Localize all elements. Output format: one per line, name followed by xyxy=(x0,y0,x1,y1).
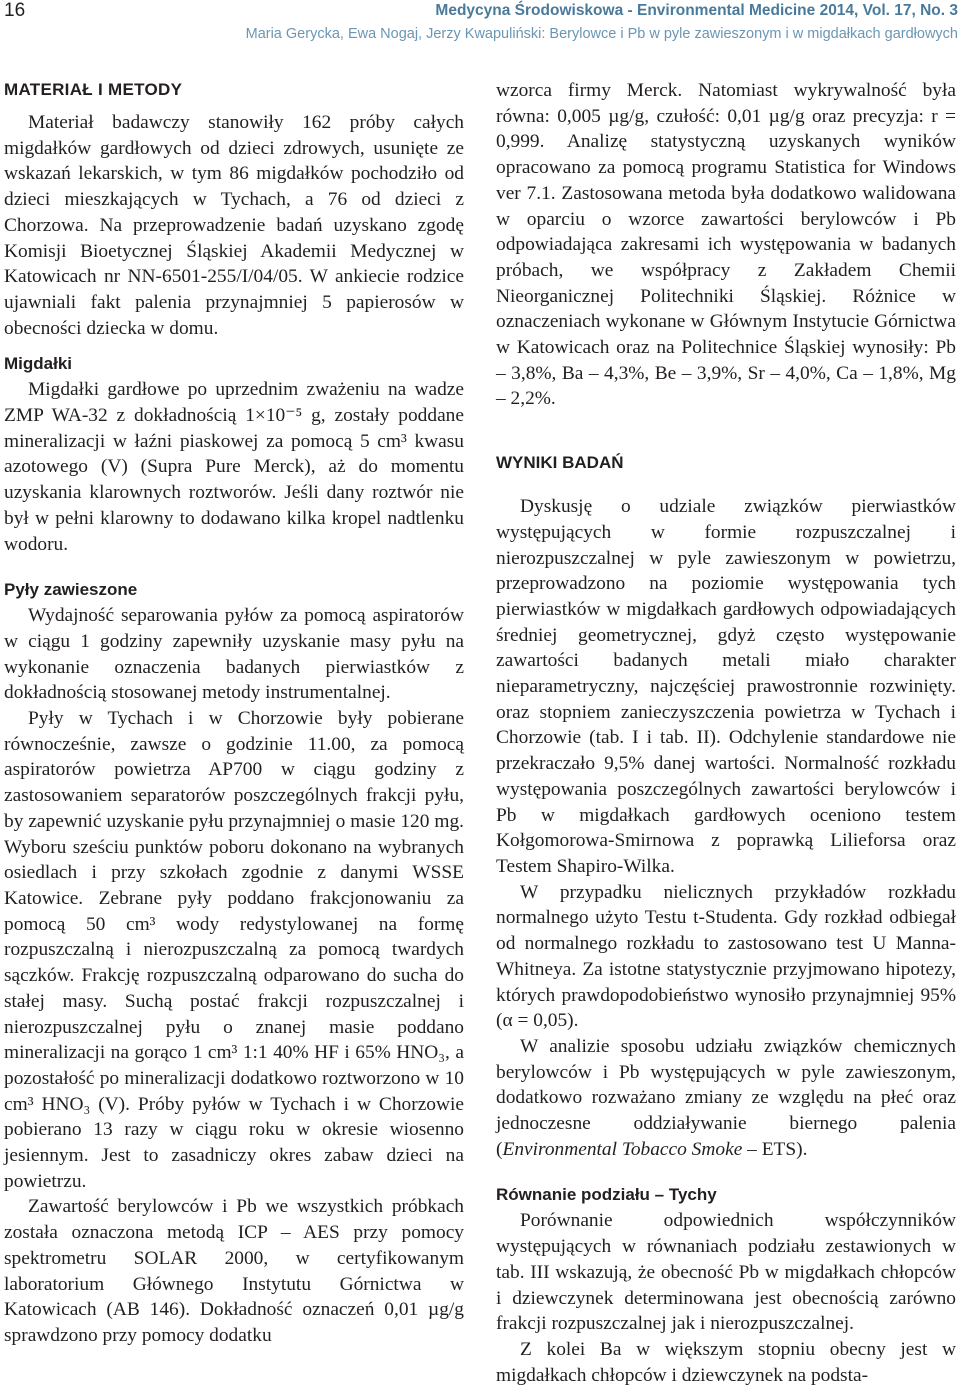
paragraph-material: Materiał badawczy stanowiły 162 próby całych migdałków gardłowych od dzieci zdrowych, usunięte ze wskazań lekarskich, w tym 86 migdałków pochodziło od dzieci mieszkających w Tychach, a 76 od dzieci z Chorzowa. Na przeprowadzenie badań uzyskano zgodę Komisji Bioetycznej Śląskiej Akademii Medycznej w Katowicach nr NN-6501-255/I/04/05. W ankiecie rodzice ujawniali fakt palenia przynajmniej 5 papierosów w obecności dziecka w domu. xyxy=(4,112,464,339)
paragraph-partition-2: Z kolei Ba w większym stopniu obecny jest w migdałkach chłopców i dziewczynek na podsta- xyxy=(496,1338,956,1386)
page-header xyxy=(0,0,960,60)
ets-term: Environmental Tobacco Smoke xyxy=(502,1138,743,1160)
paragraph-dust-3: Zawartość berylowców i Pb we wszystkich próbkach została oznaczona metodą ICP – AES przy pomocy spektrometru SOLAR 2000, w certyfikowanym laboratorium Głównego Instytutu Górnictwa w Katowicach (AB 146). Dokładność oznaczeń 0,01 µg/g sprawdzono przy pomocy dodatku xyxy=(4,1196,464,1346)
paragraph-continued: wzorca firmy Merck. Natomiast wykrywalność była równa: 0,005 µg/g, czułość: 0,01 µg/g oraz precyzja: r = 0,999. Analizę statystyczną uzyskanych wyników opracowano za pomocą programu Statistica for Windows ver 7.1. Zastosowana metoda była dodatkowo walidowana w oparciu o wzorce zawartości berylowców i Pb odpowiadająca zakresami ich występowania w badanych próbach, we współpracy z Zakładem Chemii Nieorganicznej Politechniki Śląskiej. Różnice w oznaczeniach wykonane w Głównym Instytucie Górnictwa w Katowicach oraz na Politechnice Śląskiej wynosiły: Pb – 3,8%, Ba – 4,3%, Be – 3,9%, Sr – 4,0%, Ca – 1,8%, Mg – 2,2%. xyxy=(496,80,956,410)
paragraph-dust-1: Wydajność separowania pyłów za pomocą aspiratorów w ciągu 1 godziny zapewniły uzyskanie masy pyłu na wykonanie oznaczenia badanych pierwiastków z dokładnością stosowanej metody instrumentalnej. xyxy=(4,605,464,704)
paragraph-dust-2: Pyły w Tychach i w Chorzowie były pobierane równocześnie, zawsze o godzinie 11.00, za pomocą aspiratorów powietrza AP700 w ciągu godziny z zastosowaniem separatorów poszczególnych frakcji pyłu, by zapewnić uzyskanie pyłu przynajmniej o masie 120 mg. Wyboru sześciu punktów poboru dokonano na wybranych osiedlach i przy szkołach zgodnie z danymi WSSE Katowice. Zebrane pyły poddano frakcjonowaniu za pomocą 50 cm³ wody redystylowanej na formę rozpuszczalną i nierozpuszczalną za pomocą twardych sączków. Frakcję rozpuszczalną odparowano do sucha do stałej masy. Suchą postać frakcji rozpuszczalnej i nierozpuszczalnej pyłu o znanej masie poddano mineralizacji na gorąco 1 cm³ 1:1 40% HF i 65% HNO₃, a pozostałość po mineralizacji dodatkowo roztworzono w 10 cm³ HNO₃ (V). Próby pyłów w Tychach i w Chorzowie pobierano 13 razy w ciągu roku w okresie wiosenno jesiennym. Jest to zasadniczy okres zabaw dzieci na powietrzu. xyxy=(4,708,464,1192)
right-column xyxy=(496,78,956,1388)
heading-results: WYNIKI BADAŃ xyxy=(496,453,624,473)
paragraph-results-3-start: W analizie sposobu udziału związków chemicznych berylowców i Pb występujących w pyle zawieszonym, dodatkowo rozważano zmiany ze względu na płeć oraz jednoczesne oddziaływanie biernego palenia ( xyxy=(496,1035,956,1160)
paragraph-tonsils: Migdałki gardłowe po uprzednim zważeniu na wadze ZMP WA-32 z dokładnością 1×10⁻⁵ g, zostały poddane mineralizacji w łaźni piaskowej za pomocą 5 cm³ kwasu azotowego (V) (Supra Pure Merck), aż do momentu uzyskania klarownych roztworów. Jeśli dany roztwór nie był w pełni klarowny to dodawano kilka kropel nadtlenku wodoru. xyxy=(4,379,464,555)
heading-suspended-dust: Pyły zawieszone xyxy=(4,580,138,600)
journal-title: Medycyna Środowiskowa - Environmental Medicine 2014, Vol. 17, No. 3 xyxy=(435,2,958,19)
heading-methods: MATERIAŁ I METODY xyxy=(4,80,183,99)
paragraph-results-1: Dyskusję o udziale związków pierwiastków występujących w formie rozpuszczalnej i nierozpuszczalnej w pyle zawieszonym w powietrzu, przeprowadzono na poziomie występowania tych pierwiastków w migdałkach gardłowych odpowiadających średniej geometrycznej, gdyż często występowanie zawartości badanych metali miało charakter nieparametryczny, najczęściej prawostronnie rozwinięty. oraz stopniem zanieczyszczenia powietrza w Tychach i Chorzowie (tab. I i tab. II). Odchylenie standardowe nie przekraczało 9,5% danej wartości. Normalność rozkładu występowania poszczególnych zawartości berylowców i Pb w migdałkach gardłowych oceniono testem Kołgomorowa-Smirnowa z poprawką Lilieforsa oraz Testem Shapiro-Wilka. xyxy=(496,496,956,877)
left-column xyxy=(4,68,464,1349)
heading-tonsils: Migdałki xyxy=(4,354,73,374)
paragraph-results-3 xyxy=(496,1034,956,1163)
paragraph-results-3-end: – ETS). xyxy=(742,1138,808,1160)
page-number: 16 xyxy=(4,0,26,21)
paragraph-partition-1: Porównanie odpowiednich współczynników występujących w równaniach podziału zestawionych w tab. III wskazują, że obecność Pb w migdałkach chłopców i dziewczynek determinowana jest obecnością zarówno frakcji rozpuszczalnej jak i nierozpuszczalnej. xyxy=(496,1210,956,1335)
heading-partition-tychy: Równanie podziału – Tychy xyxy=(496,1185,717,1205)
paragraph-results-2: W przypadku nielicznych przykładów rozkładu normalnego użyto Testu t-Studenta. Gdy rozkład odbiegał od normalnego rozkładu to zastosowano test U Manna-Whitneya. Za istotne statystycznie przyjmowano hipotezy, których prawdopodobieństwo wynosiło przynajmniej 95% (α = 0,05). xyxy=(496,881,956,1032)
running-title: Maria Gerycka, Ewa Nogaj, Jerzy Kwapuliński: Berylowce i Pb w pyle zawieszonym i w migdałkach gardłowych xyxy=(245,26,958,42)
